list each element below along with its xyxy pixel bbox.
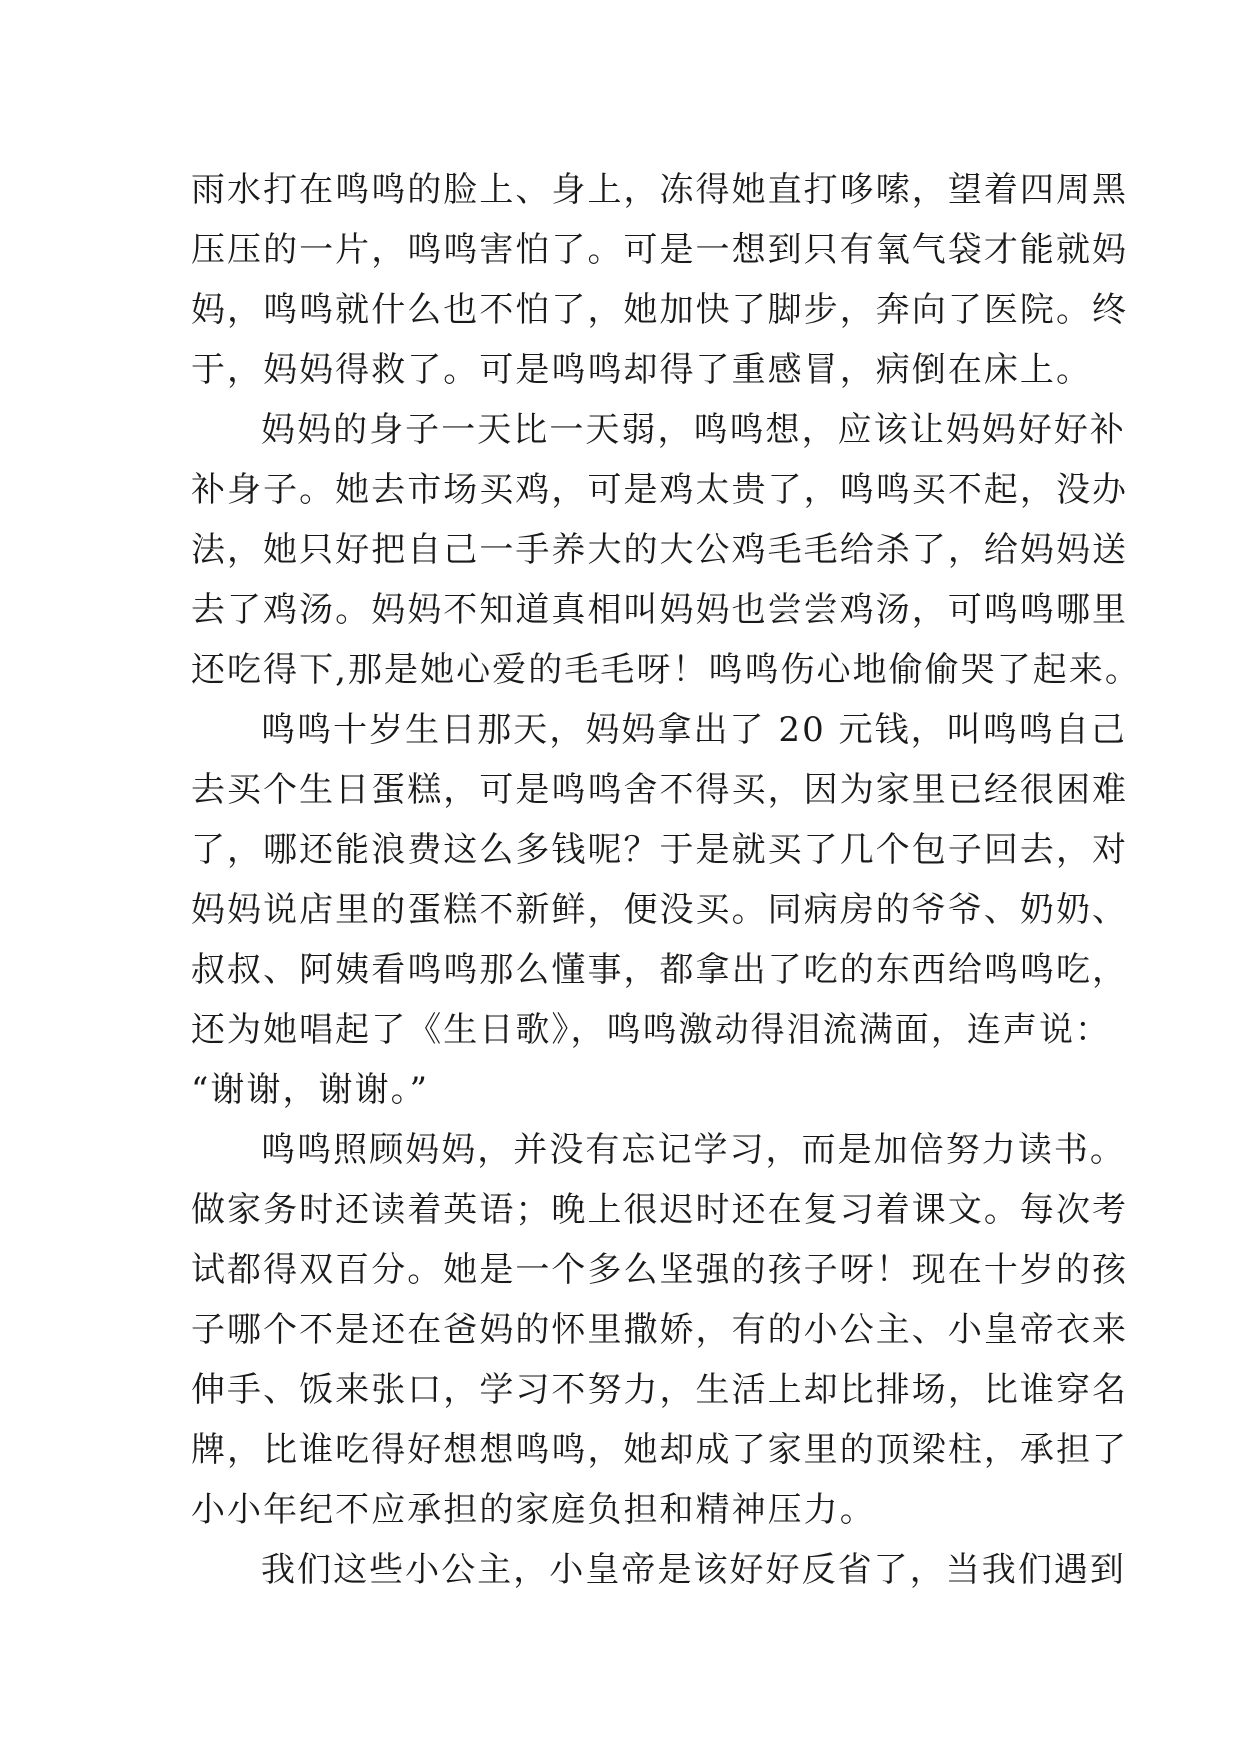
- body-text: [191, 160, 1141, 1600]
- text-line: “谢谢，谢谢。”: [191, 1070, 430, 1110]
- text-line: 我们这些小公主，小皇帝是该好好反省了，当我们遇到: [261, 1550, 1126, 1590]
- text-line: 去了鸡汤。妈妈不知道真相叫妈妈也尝尝鸡汤，可鸣鸣哪里: [191, 590, 1129, 630]
- text-line: 雨水打在鸣鸣的脸上、身上，冻得她直打哆嗦，望着四周黑: [191, 170, 1129, 210]
- text-line: 牌，比谁吃得好想想鸣鸣，她却成了家里的顶梁柱，承担了: [191, 1430, 1129, 1470]
- text-line: 法，她只好把自己一手养大的大公鸡毛毛给杀了，给妈妈送: [191, 530, 1129, 570]
- text-line: 补身子。她去市场买鸡，可是鸡太贵了，鸣鸣买不起，没办: [191, 470, 1129, 510]
- text-line: 了，哪还能浪费这么多钱呢？于是就买了几个包子回去，对: [191, 830, 1129, 870]
- text-line: 还吃得下,那是她心爱的毛毛呀！鸣鸣伤心地偷偷哭了起来。: [191, 650, 1141, 690]
- text-line: 压压的一片，鸣鸣害怕了。可是一想到只有氧气袋才能就妈: [191, 230, 1129, 270]
- text-line: 妈妈的身子一天比一天弱，鸣鸣想，应该让妈妈好好补: [261, 410, 1126, 450]
- text-line: 叔叔、阿姨看鸣鸣那么懂事，都拿出了吃的东西给鸣鸣吃，: [191, 950, 1129, 990]
- text-line: 子哪个不是还在爸妈的怀里撒娇，有的小公主、小皇帝衣来: [191, 1310, 1129, 1350]
- text-line: 鸣鸣照顾妈妈，并没有忘记学习，而是加倍努力读书。: [261, 1130, 1126, 1170]
- text-line: 小小年纪不应承担的家庭负担和精神压力。: [191, 1490, 876, 1530]
- text-line: 还为她唱起了《生日歌》，鸣鸣激动得泪流满面，连声说：: [191, 1010, 1112, 1050]
- text-line: 去买个生日蛋糕，可是鸣鸣舍不得买，因为家里已经很困难: [191, 770, 1129, 810]
- text-line: 试都得双百分。她是一个多么坚强的孩子呀！现在十岁的孩: [191, 1250, 1129, 1290]
- text-line: 做家务时还读着英语；晚上很迟时还在复习着课文。每次考: [191, 1190, 1129, 1230]
- text-line: 鸣鸣十岁生日那天，妈妈拿出了 20 元钱，叫鸣鸣自己: [261, 710, 1127, 750]
- text-line: 妈，鸣鸣就什么也不怕了，她加快了脚步，奔向了医院。终: [191, 290, 1129, 330]
- text-line: 于，妈妈得救了。可是鸣鸣却得了重感冒，病倒在床上。: [191, 350, 1092, 390]
- text-line: 妈妈说店里的蛋糕不新鲜，便没买。同病房的爷爷、奶奶、: [191, 890, 1129, 930]
- text-line: 伸手、饭来张口，学习不努力，生活上却比排场，比谁穿名: [191, 1370, 1129, 1410]
